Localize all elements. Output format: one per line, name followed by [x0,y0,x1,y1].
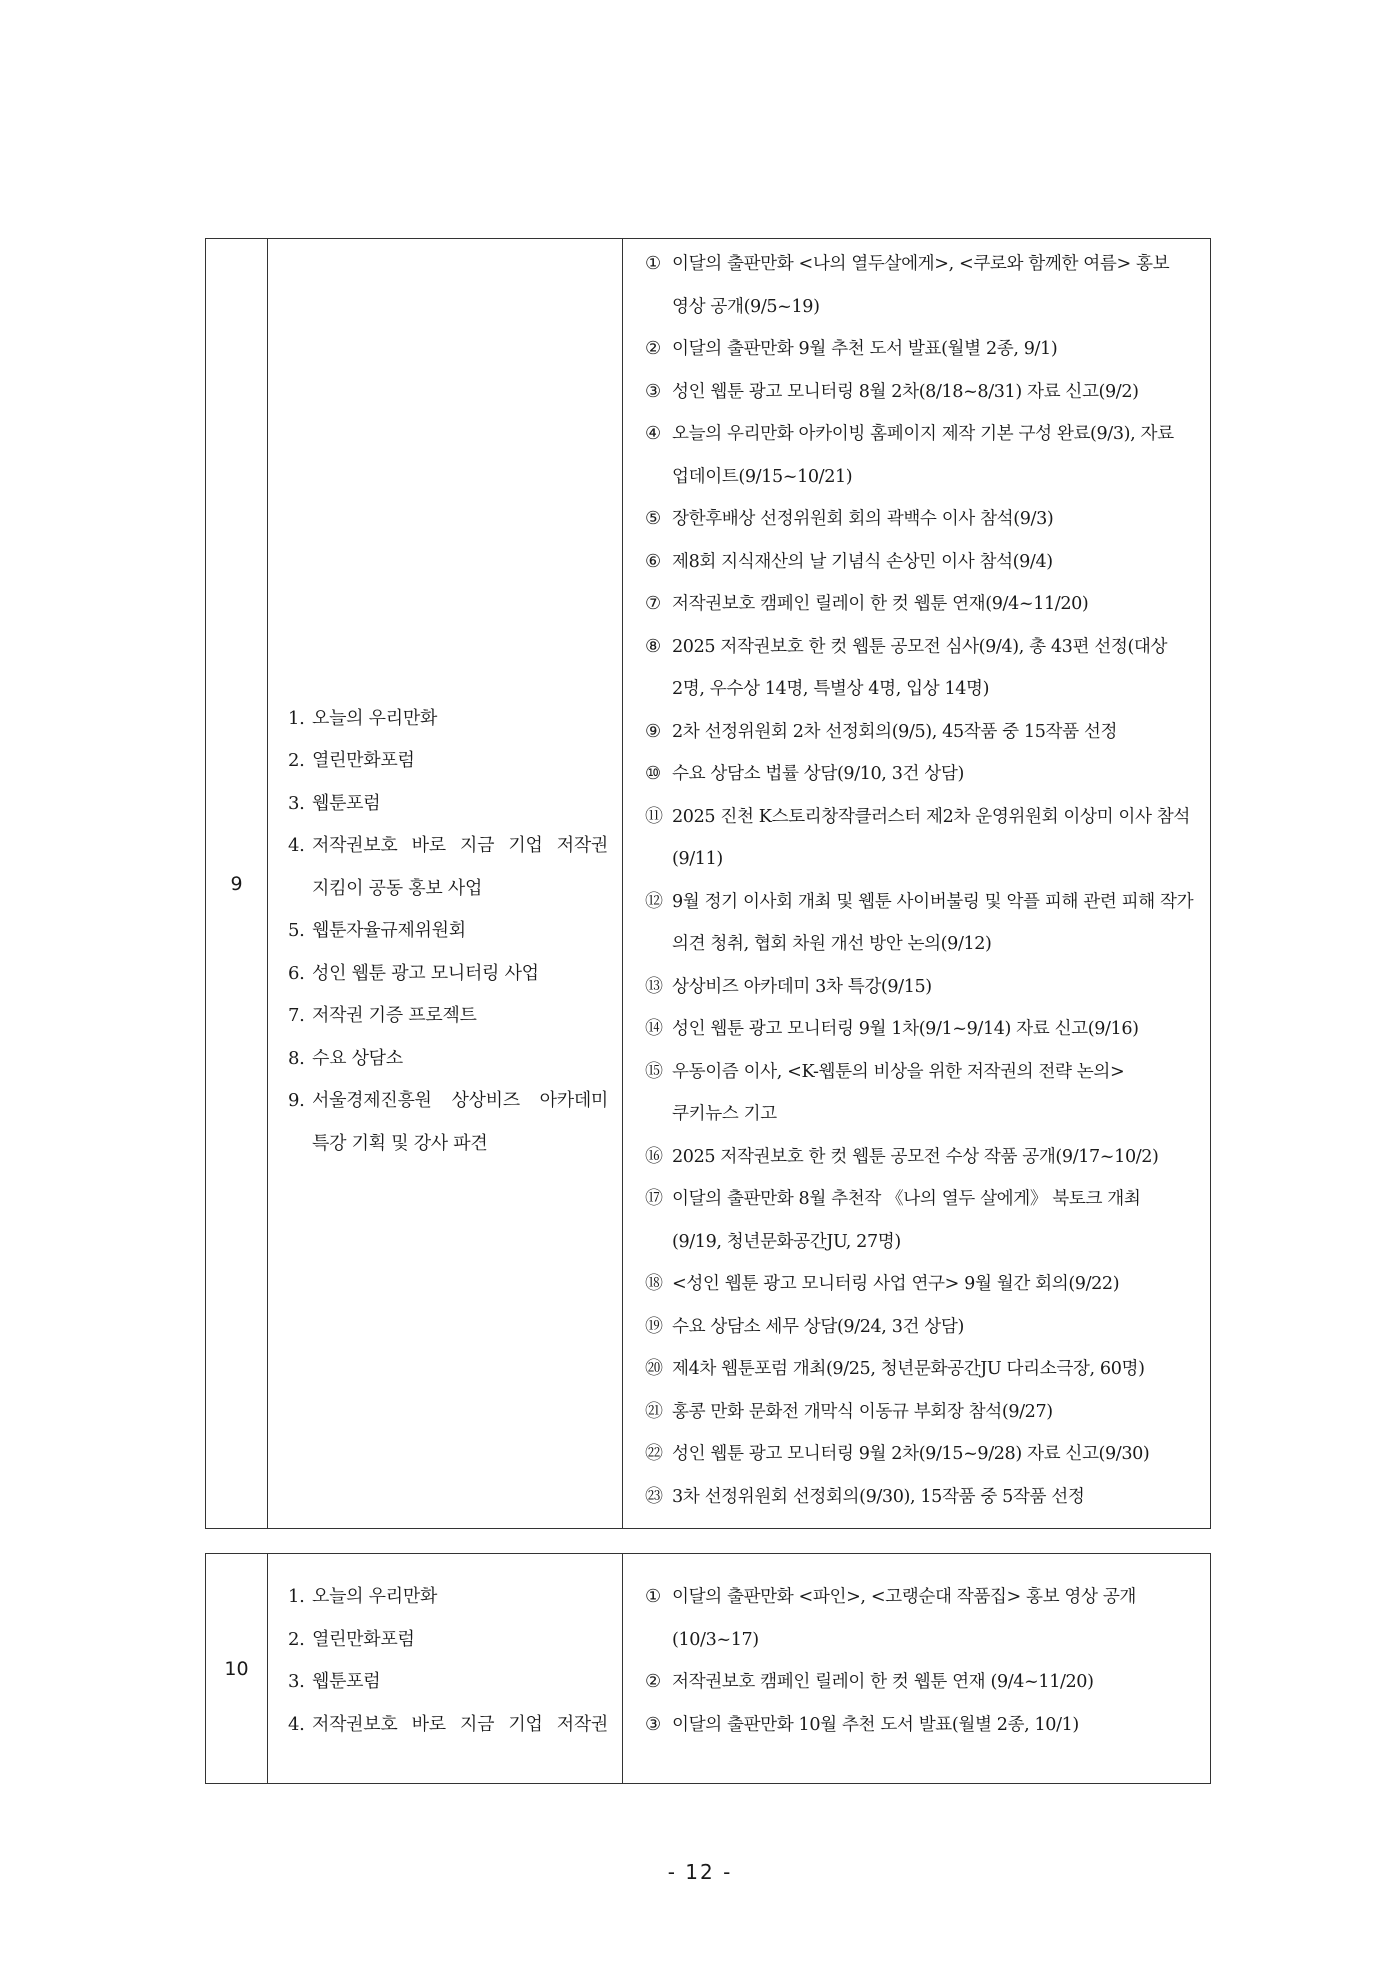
project-list-cell [268,239,623,1529]
activity-list [645,243,1194,1518]
list-item-continuation: 특강 기획 및 강사 파견 [312,1132,488,1154]
activity-list [645,1576,1194,1746]
project-list [288,1576,608,1746]
list-item: 4. 저작권보호 바로 지금 기업 저작권 [288,835,608,857]
list-item: ② 이달의 출판만화 9월 추천 도서 발표(월별 2종, 9/1) [645,338,1058,359]
list-item: ⑰ 이달의 출판만화 8월 추천작 《나의 열두 살에게》 북토크 개최 (9/19, 청년문화공간JU, 27명) [645,1188,1141,1252]
list-item: ⑩ 수요 상담소 법률 상담(9/10, 3건 상담) [645,763,964,784]
list-item: 4. 저작권보호 바로 지금 기업 저작권 [288,1713,608,1735]
list-item: ④ 오늘의 우리만화 아카이빙 홈페이지 제작 기본 구성 완료(9/3), 자료 업데이트(9/15~10/21) [645,423,1174,487]
activity-list-cell [623,1554,1211,1784]
list-item: ⑪ 2025 진천 K스토리창작클러스터 제2차 운영위원회 이상미 이사 참석(9/11) [645,805,1190,869]
month-number: 10 [206,1554,268,1784]
list-item: ③ 이달의 출판만화 10월 추천 도서 발표(월별 2종, 10/1) [645,1713,1079,1735]
list-item: ⑫ 9월 정기 이사회 개최 및 웹툰 사이버불링 및 악플 피해 관련 피해 작가 의견 청취, 협회 차원 개선 방안 논의(9/12) [645,890,1194,954]
list-item: 3. 웹툰포럼 [288,1671,381,1692]
list-item: 1. 오늘의 우리만화 [288,707,438,729]
list-item: 6. 성인 웹툰 광고 모니터링 사업 [288,962,539,984]
list-item: ③ 성인 웹툰 광고 모니터링 8월 2차(8/18~8/31) 자료 신고(9/2) [645,380,1139,402]
list-item-continuation: 지킴이 공동 홍보 사업 [312,877,483,899]
project-list [288,698,608,1166]
list-item: ⑱ <성인 웹툰 광고 모니터링 사업 연구> 9월 월간 회의(9/22) [645,1273,1120,1294]
project-list-cell [268,1554,623,1784]
list-item: ⑭ 성인 웹툰 광고 모니터링 9월 1차(9/1~9/14) 자료 신고(9/16) [645,1018,1139,1039]
list-item: 7. 저작권 기증 프로젝트 [288,1005,477,1027]
list-item: ㉓ 3차 선정위원회 선정회의(9/30), 15작품 중 5작품 선정 [645,1485,1085,1507]
list-item: ① 이달의 출판만화 <파인>, <고랭순대 작품집> 홍보 영상 공개 (10/3~17) [645,1586,1137,1650]
list-item: 2. 열린만화포럼 [288,750,415,772]
list-item: 5. 웹툰자율규제위원회 [288,920,466,942]
list-item: 2. 열린만화포럼 [288,1628,415,1650]
list-item: ① 이달의 출판만화 <나의 열두살에게>, <쿠로와 함께한 여름> 홍보 영상 공개(9/5~19) [645,253,1170,317]
activity-list-cell [623,239,1211,1529]
list-item: ⑯ 2025 저작권보호 한 컷 웹툰 공모전 수상 작품 공개(9/17~10/2) [645,1145,1159,1167]
list-item: ⑬ 상상비즈 아카데미 3차 특강(9/15) [645,975,932,997]
list-item: ㉒ 성인 웹툰 광고 모니터링 9월 2차(9/15~9/28) 자료 신고(9/30) [645,1443,1150,1464]
month-table-september [205,238,1211,1529]
list-item: ⑮ 우동이즘 이사, <K-웹툰의 비상을 위한 저작권의 전략 논의> 쿠키뉴스 기고 [645,1060,1125,1124]
list-item: ㉑ 홍콩 만화 문화전 개막식 이동규 부회장 참석(9/27) [645,1400,1053,1422]
list-item: 9. 서울경제진흥원 상상비즈 아카데미 [288,1090,608,1112]
list-item: ② 저작권보호 캠페인 릴레이 한 컷 웹툰 연재 (9/4~11/20) [645,1671,1094,1692]
list-item: 8. 수요 상담소 [288,1047,403,1069]
list-item: 3. 웹툰포럼 [288,792,381,814]
list-item: ⑦ 저작권보호 캠페인 릴레이 한 컷 웹툰 연재(9/4~11/20) [645,593,1089,614]
page-number: - 12 - [667,1860,733,1884]
month-table-october [205,1553,1211,1784]
list-item: ⑲ 수요 상담소 세무 상담(9/24, 3건 상담) [645,1315,964,1337]
list-item: ⑨ 2차 선정위원회 2차 선정회의(9/5), 45작품 중 15작품 선정 [645,720,1118,742]
list-item: ⑤ 장한후배상 선정위원회 회의 곽백수 이사 참석(9/3) [645,508,1054,529]
list-item: ⑥ 제8회 지식재산의 날 기념식 손상민 이사 참석(9/4) [645,550,1053,572]
list-item: ⑳ 제4차 웹툰포럼 개최(9/25, 청년문화공간JU 다리소극장, 60명) [645,1358,1145,1379]
table-row [206,1554,1211,1784]
month-number: 9 [206,239,268,1529]
list-item: ⑧ 2025 저작권보호 한 컷 웹툰 공모전 심사(9/4), 총 43편 선정(대상 2명, 우수상 14명, 특별상 4명, 입상 14명) [645,635,1168,699]
list-item: 1. 오늘의 우리만화 [288,1586,438,1607]
table-row [206,239,1211,1529]
